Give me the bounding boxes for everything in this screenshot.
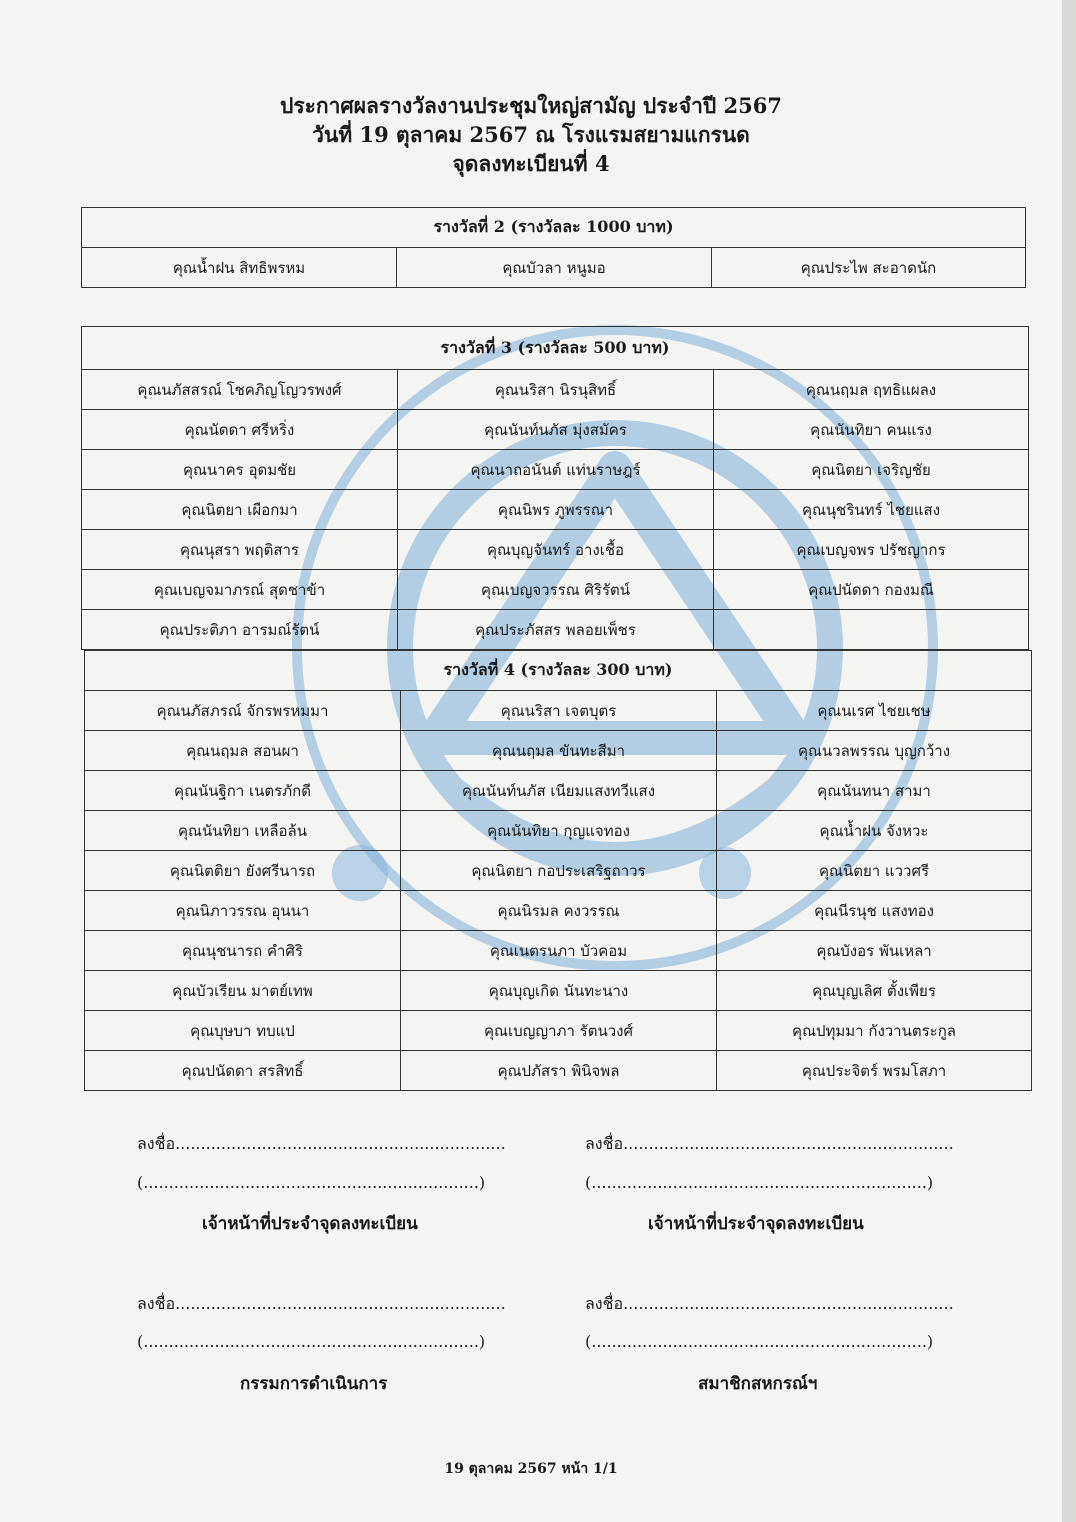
winner-name: คุณนฤมล สอนผา	[85, 731, 401, 771]
winner-name: คุณเบญจวรรณ ศิริรัตน์	[398, 570, 714, 610]
table-row	[85, 971, 1032, 1011]
winner-name: คุณบุญเลิศ ตั้งเพียร	[717, 971, 1032, 1011]
award-3-table	[81, 326, 1029, 650]
page-footer: 19 ตุลาคม 2567 หน้า 1/1	[444, 1461, 618, 1477]
winner-name: คุณนวลพรรณ บุญกว้าง	[717, 731, 1032, 771]
announcement-title: ประกาศผลรางวัลงานประชุมใหญ่สามัญ ประจำปี 2567	[280, 93, 782, 118]
table-row	[85, 851, 1032, 891]
table-row	[82, 570, 1029, 610]
winner-name: คุณบุษบา ทบแป	[85, 1011, 401, 1051]
signature-name-line: (..................................................................)	[585, 1173, 934, 1192]
winner-name: คุณนาถอนันต์ แท่นราษฎร์	[398, 450, 714, 490]
table-row	[85, 1051, 1032, 1091]
winner-name: คุณนันทนา สามา	[717, 771, 1032, 811]
table-row	[85, 1011, 1032, 1051]
table-row	[85, 811, 1032, 851]
signature-line: ลงชื่อ.................................................................	[585, 1134, 954, 1153]
table-row	[85, 771, 1032, 811]
winner-name: คุณบุญเกิด นันทะนาง	[401, 971, 717, 1011]
winner-name: คุณนีรนุช แสงทอง	[717, 891, 1032, 931]
winner-name: คุณนุชรินทร์ ไชยแสง	[714, 490, 1029, 530]
winner-name: คุณนิตยา เผือกมา	[82, 490, 398, 530]
winner-name: คุณน้ำฝน จังหวะ	[717, 811, 1032, 851]
winner-name: คุณนิรมล คงวรรณ	[401, 891, 717, 931]
paper-edge	[1062, 0, 1076, 1522]
winner-name: คุณนันท์นภัส มุ่งสมัคร	[398, 410, 714, 450]
winner-name: คุณนิตติยา ยังศรีนารถ	[85, 851, 401, 891]
award-3-title: รางวัลที่ 3 (รางวัลละ 500 บาท)	[82, 327, 1029, 370]
table-row	[82, 248, 1026, 288]
winner-name: คุณเบญจมาภรณ์ สุดชาข้า	[82, 570, 398, 610]
winner-name: คุณนิตยา เจริญชัย	[714, 450, 1029, 490]
winner-name: คุณนุสรา พฤติสาร	[82, 530, 398, 570]
winner-name: คุณนิตยา กอประเสริฐถาวร	[401, 851, 717, 891]
winner-name: คุณปนัดดา กองมณี	[714, 570, 1029, 610]
signature-role: สมาชิกสหกรณ์ฯ	[698, 1374, 818, 1394]
signature-role: เจ้าหน้าที่ประจำจุดลงทะเบียน	[202, 1214, 418, 1234]
winner-name: คุณนัดดา ศรีหริ่ง	[82, 410, 398, 450]
table-row	[82, 490, 1029, 530]
award-2-table	[81, 207, 1026, 288]
winner-name: คุณประจิตร์ พรมโสภา	[717, 1051, 1032, 1091]
winner-name: คุณนุชนารถ คำศิริ	[85, 931, 401, 971]
winner-name: คุณเบญจพร ปรัชญากร	[714, 530, 1029, 570]
winner-name: คุณปทุมมา กังวานตระกูล	[717, 1011, 1032, 1051]
winner-name: คุณประติภา อารมณ์รัตน์	[82, 610, 398, 650]
winner-name: คุณบุญจันทร์ อางเชื้อ	[398, 530, 714, 570]
table-row	[85, 691, 1032, 731]
table-row	[82, 370, 1029, 410]
winner-name: คุณปนัดดา สรสิทธิ์	[85, 1051, 401, 1091]
winner-name: คุณประไพ สะอาดนัก	[712, 248, 1026, 288]
signature-line: ลงชื่อ.................................................................	[585, 1294, 954, 1313]
winner-name: คุณนันท์นภัส เนียมแสงทวีแสง	[401, 771, 717, 811]
winner-name: คุณนันทิยา กุญแจทอง	[401, 811, 717, 851]
winner-name: คุณบัวลา หนูมอ	[397, 248, 712, 288]
winner-name: คุณนิตยา แววศรี	[717, 851, 1032, 891]
winner-name: คุณบังอร พันเหลา	[717, 931, 1032, 971]
award-4-table	[84, 650, 1032, 1091]
winner-name: คุณนฤมล ขันทะสีมา	[401, 731, 717, 771]
table-row	[82, 450, 1029, 490]
winner-name: คุณนภัสสรณ์ โชคภิญโญวรพงศ์	[82, 370, 398, 410]
winner-name: คุณปภัสรา พินิจพล	[401, 1051, 717, 1091]
signature-line: ลงชื่อ.................................................................	[137, 1294, 506, 1313]
winner-name: คุณประภัสสร พลอยเพ็ชร	[398, 610, 714, 650]
winner-name: คุณนันทิยา เหลือล้น	[85, 811, 401, 851]
signature-role: กรรมการดำเนินการ	[240, 1374, 388, 1394]
winner-name: คุณนิภาวรรณ อุนนา	[85, 891, 401, 931]
table-row	[82, 530, 1029, 570]
winner-name: คุณน้ำฝน สิทธิพรหม	[82, 248, 397, 288]
winner-name: คุณเนตรนภา บัวคอม	[401, 931, 717, 971]
table-row	[82, 410, 1029, 450]
table-row	[85, 731, 1032, 771]
winner-name: คุณนริสา เจตบุตร	[401, 691, 717, 731]
award-4-title: รางวัลที่ 4 (รางวัลละ 300 บาท)	[85, 651, 1032, 691]
winner-name: คุณนภัสภรณ์ จักรพรหมมา	[85, 691, 401, 731]
winner-name: คุณนริสา นิรนุสิทธิ์	[398, 370, 714, 410]
winner-name	[714, 610, 1029, 650]
winner-name: คุณนาคร อุดมชัย	[82, 450, 398, 490]
winner-name: คุณนเรศ ไชยเชษ	[717, 691, 1032, 731]
winner-name: คุณบัวเรียน มาตย์เทพ	[85, 971, 401, 1011]
signature-line: ลงชื่อ.................................................................	[137, 1134, 506, 1153]
winner-name: คุณนิพร ภูพรรณา	[398, 490, 714, 530]
signature-role: เจ้าหน้าที่ประจำจุดลงทะเบียน	[648, 1214, 864, 1234]
signature-name-line: (..................................................................)	[137, 1332, 486, 1351]
registration-point: จุดลงทะเบียนที่ 4	[452, 151, 610, 176]
table-row	[85, 891, 1032, 931]
table-row	[82, 610, 1029, 650]
signature-name-line: (..................................................................)	[137, 1173, 486, 1192]
event-date-venue: วันที่ 19 ตุลาคม 2567 ณ โรงแรมสยามแกรนด	[312, 122, 750, 147]
winner-name: คุณนันฐิกา เนตรภักดี	[85, 771, 401, 811]
winner-name: คุณนฤมล ฤทธิแผลง	[714, 370, 1029, 410]
signature-name-line: (..................................................................)	[585, 1332, 934, 1351]
winner-name: คุณนันทิยา คนแรง	[714, 410, 1029, 450]
table-row	[85, 931, 1032, 971]
winner-name: คุณเบญญาภา รัตนวงศ์	[401, 1011, 717, 1051]
award-2-title: รางวัลที่ 2 (รางวัลละ 1000 บาท)	[82, 208, 1026, 248]
